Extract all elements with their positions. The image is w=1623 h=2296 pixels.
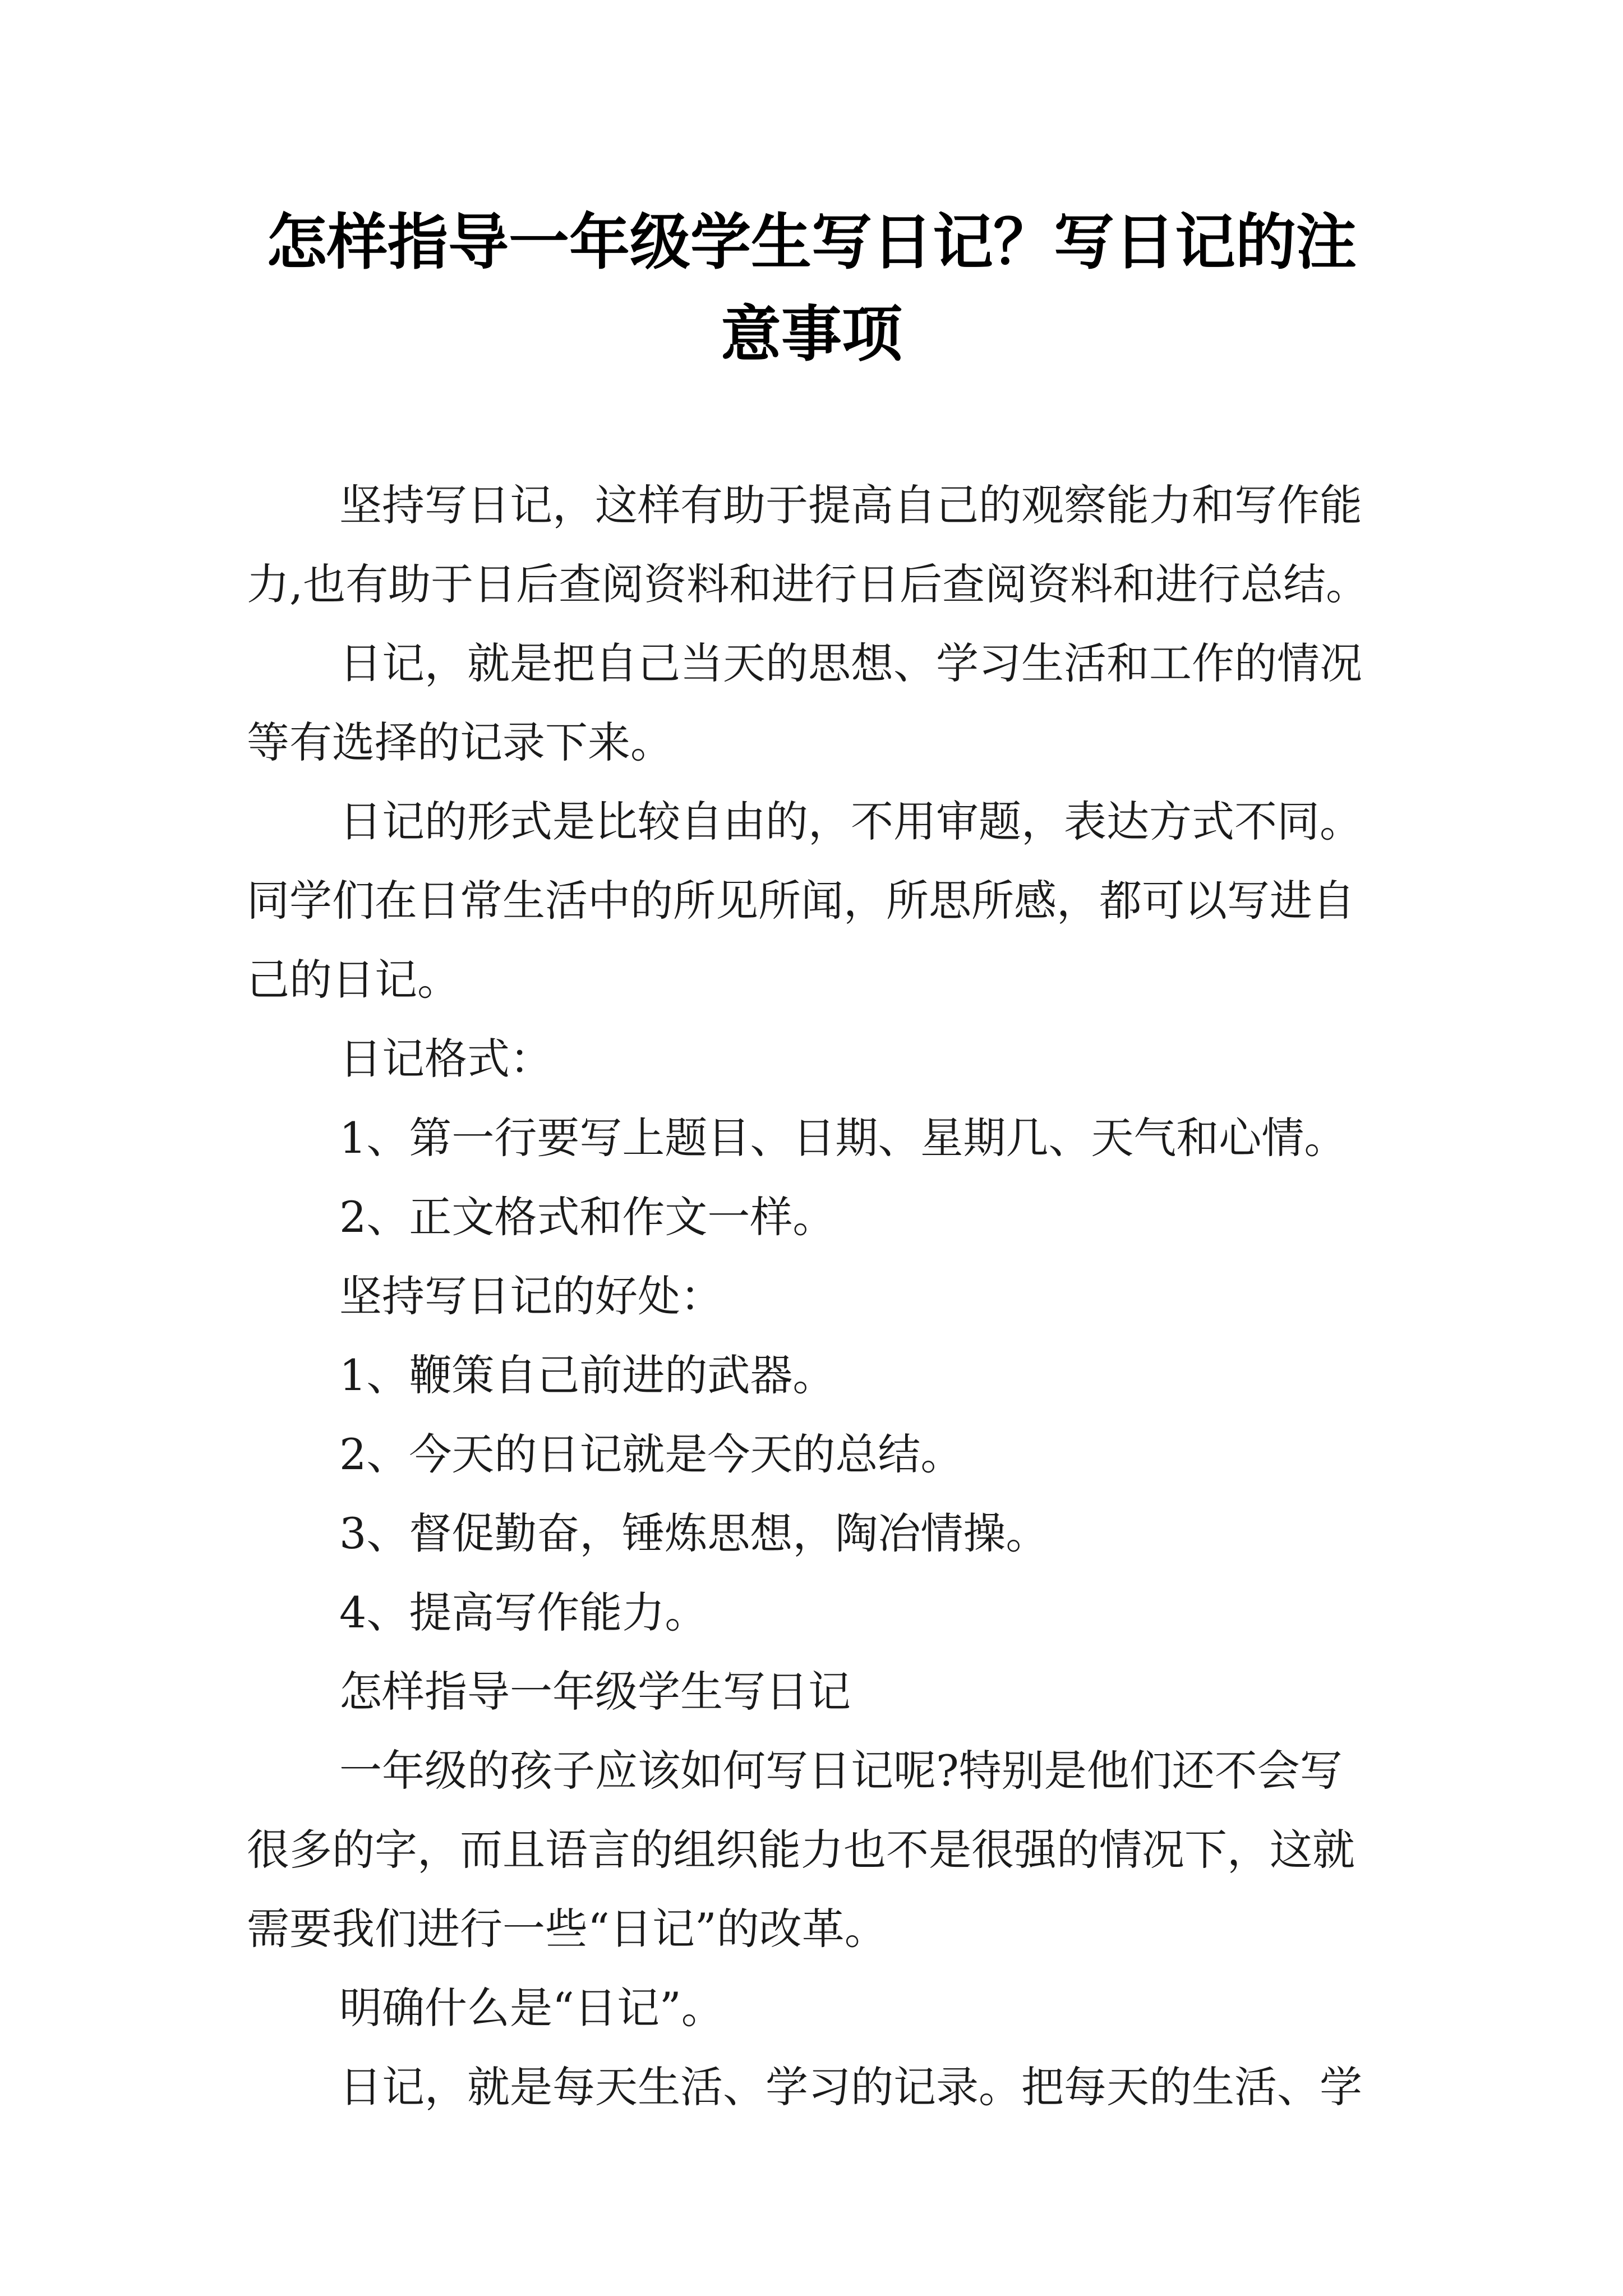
title-line: 意事项 (720, 299, 902, 370)
paragraph (247, 466, 1376, 624)
text-line: 坚持写日记的好处： (339, 1271, 723, 1321)
paragraph (247, 1968, 1376, 2047)
list-item (247, 1494, 1376, 1573)
title-line: 怎样指导一年级学生写日记？写日记的注 (266, 207, 1357, 278)
text-line: 怎样指导一年级学生写日记 (339, 1667, 851, 1717)
list-item (247, 1336, 1376, 1415)
text-line: 明确什么是“日记”。 (339, 1983, 724, 2033)
text-line: 力,也有助于日后查阅资料和进行日后查阅资料和进行总结。 (247, 559, 1369, 609)
text-line: 需要我们进行一些“日记”的改革。 (247, 1904, 887, 1954)
text-line: 4、提高写作能力。 (339, 1588, 708, 1637)
paragraph (247, 2047, 1376, 2127)
paragraph (247, 1257, 1376, 1336)
text-line: 等有选择的记录下来。 (247, 717, 673, 767)
list-item (247, 1177, 1376, 1257)
paragraph (247, 1019, 1376, 1098)
text-line: 日记，就是每天生活、学习的记录。把每天的生活、学 (339, 2062, 1362, 2112)
document-title (247, 196, 1376, 380)
paragraph (247, 782, 1376, 1019)
text-line: 日记，就是把自己当天的思想、学习生活和工作的情况 (339, 638, 1362, 688)
paragraph (247, 624, 1376, 782)
text-line: 日记的形式是比较自由的，不用审题，表达方式不同。 (339, 797, 1362, 846)
text-line: 1、鞭策自己前进的武器。 (339, 1350, 836, 1400)
text-line: 坚持写日记，这样有助于提高自己的观察能力和写作能 (339, 480, 1362, 530)
text-line: 3、督促勤奋，锤炼思想，陶冶情操。 (339, 1508, 1049, 1558)
text-line: 日记格式： (339, 1034, 552, 1084)
list-item (247, 1415, 1376, 1494)
paragraph (247, 1731, 1376, 1968)
text-line: 己的日记。 (247, 955, 460, 1005)
text-line: 一年级的孩子应该如何写日记呢?特别是他们还不会写 (339, 1746, 1343, 1796)
text-line: 2、正文格式和作文一样。 (339, 1192, 836, 1242)
text-line: 同学们在日常生活中的所见所闻，所思所感，都可以写进自 (247, 876, 1355, 926)
section-heading (247, 1652, 1376, 1731)
list-item (247, 1573, 1376, 1652)
text-line: 很多的字，而且语言的组织能力也不是很强的情况下，这就 (247, 1825, 1355, 1875)
text-line: 1、第一行要写上题目、日期、星期几、天气和心情。 (339, 1113, 1347, 1163)
document-body (247, 466, 1376, 2127)
list-item (247, 1098, 1376, 1177)
text-line: 2、今天的日记就是今天的总结。 (339, 1429, 963, 1479)
